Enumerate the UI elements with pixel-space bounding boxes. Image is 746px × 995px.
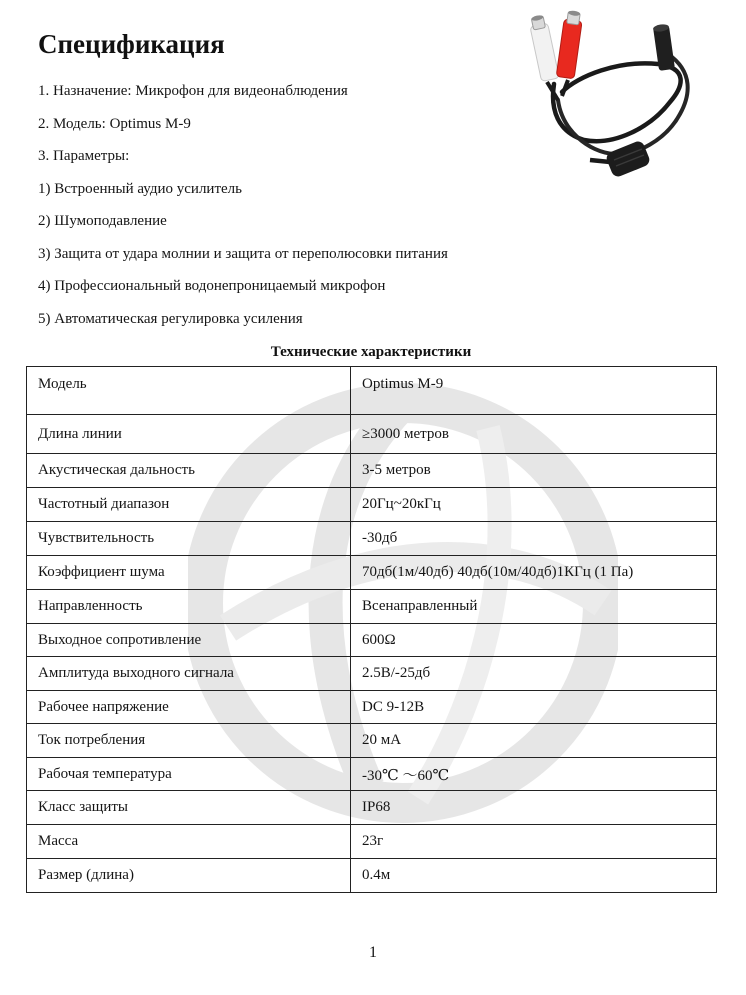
table-row xyxy=(27,859,717,893)
spec-value: -30℃ ～60℃ xyxy=(351,758,717,791)
spec-value: -30дб xyxy=(351,522,717,556)
feature-item: 2) Шумоподавление xyxy=(38,213,167,229)
feature-item: 3) Защита от удара молнии и защита от переполюсовки питания xyxy=(38,246,448,262)
spec-label: Рабочее напряжение xyxy=(27,691,351,724)
page-number: 1 xyxy=(369,944,377,961)
spec-value: 70дб(1м/40дб) 40дб(10м/40дб)1КГц (1 Па) xyxy=(351,556,717,590)
spec-value: Всенаправленный xyxy=(351,590,717,624)
spec-label: Выходное сопротивление xyxy=(27,624,351,657)
table-row xyxy=(27,724,717,758)
spec-value: Optimus M-9 xyxy=(351,367,717,415)
spec-value: 20 мА xyxy=(351,724,717,758)
spec-label: Рабочая температура xyxy=(27,758,351,791)
spec-label: Класс защиты xyxy=(27,791,351,825)
spec-value: 0.4м xyxy=(351,859,717,893)
spec-label: Коэффициент шума xyxy=(27,556,351,590)
table-row xyxy=(27,691,717,724)
parameters-heading: 3. Параметры: xyxy=(38,148,130,164)
spec-value: 3-5 метров xyxy=(351,454,717,488)
table-caption: Технические характеристики xyxy=(270,344,472,360)
table-row xyxy=(27,657,717,691)
table-row xyxy=(27,758,717,791)
spec-label: Акустическая дальность xyxy=(27,454,351,488)
spec-value: 600Ω xyxy=(351,624,717,657)
spec-value: DC 9-12В xyxy=(351,691,717,724)
page-title: Спецификация xyxy=(38,29,225,59)
spec-label: Чувствительность xyxy=(27,522,351,556)
table-row xyxy=(27,454,717,488)
model-line: 2. Модель: Optimus M-9 xyxy=(38,116,191,132)
table-row xyxy=(27,488,717,522)
table-row xyxy=(27,522,717,556)
specifications-table xyxy=(26,366,717,893)
table-row xyxy=(27,367,717,415)
table-row xyxy=(27,590,717,624)
spec-value: 20Гц~20кГц xyxy=(351,488,717,522)
table-row xyxy=(27,791,717,825)
spec-value: 23г xyxy=(351,825,717,859)
table-row xyxy=(27,825,717,859)
feature-item: 4) Профессиональный водонепроницаемый микрофон xyxy=(38,278,386,294)
table-row xyxy=(27,415,717,454)
spec-label: Размер (длина) xyxy=(27,859,351,893)
table-row xyxy=(27,624,717,657)
table-row xyxy=(27,556,717,590)
feature-item: 1) Встроенный аудио усилитель xyxy=(38,181,242,197)
spec-label: Модель xyxy=(27,367,351,415)
spec-label: Ток потребления xyxy=(27,724,351,758)
spec-value: IP68 xyxy=(351,791,717,825)
spec-label: Направленность xyxy=(27,590,351,624)
spec-label: Масса xyxy=(27,825,351,859)
microphone-product-image xyxy=(518,10,708,200)
spec-label: Частотный диапазон xyxy=(27,488,351,522)
feature-item: 5) Автоматическая регулировка усиления xyxy=(38,311,303,327)
spec-value: ≥3000 метров xyxy=(351,415,717,454)
purpose-line: 1. Назначение: Микрофон для видеонаблюдения xyxy=(38,83,348,99)
spec-value: 2.5В/-25дб xyxy=(351,657,717,691)
spec-label: Амплитуда выходного сигнала xyxy=(27,657,351,691)
spec-label: Длина линии xyxy=(27,415,351,454)
